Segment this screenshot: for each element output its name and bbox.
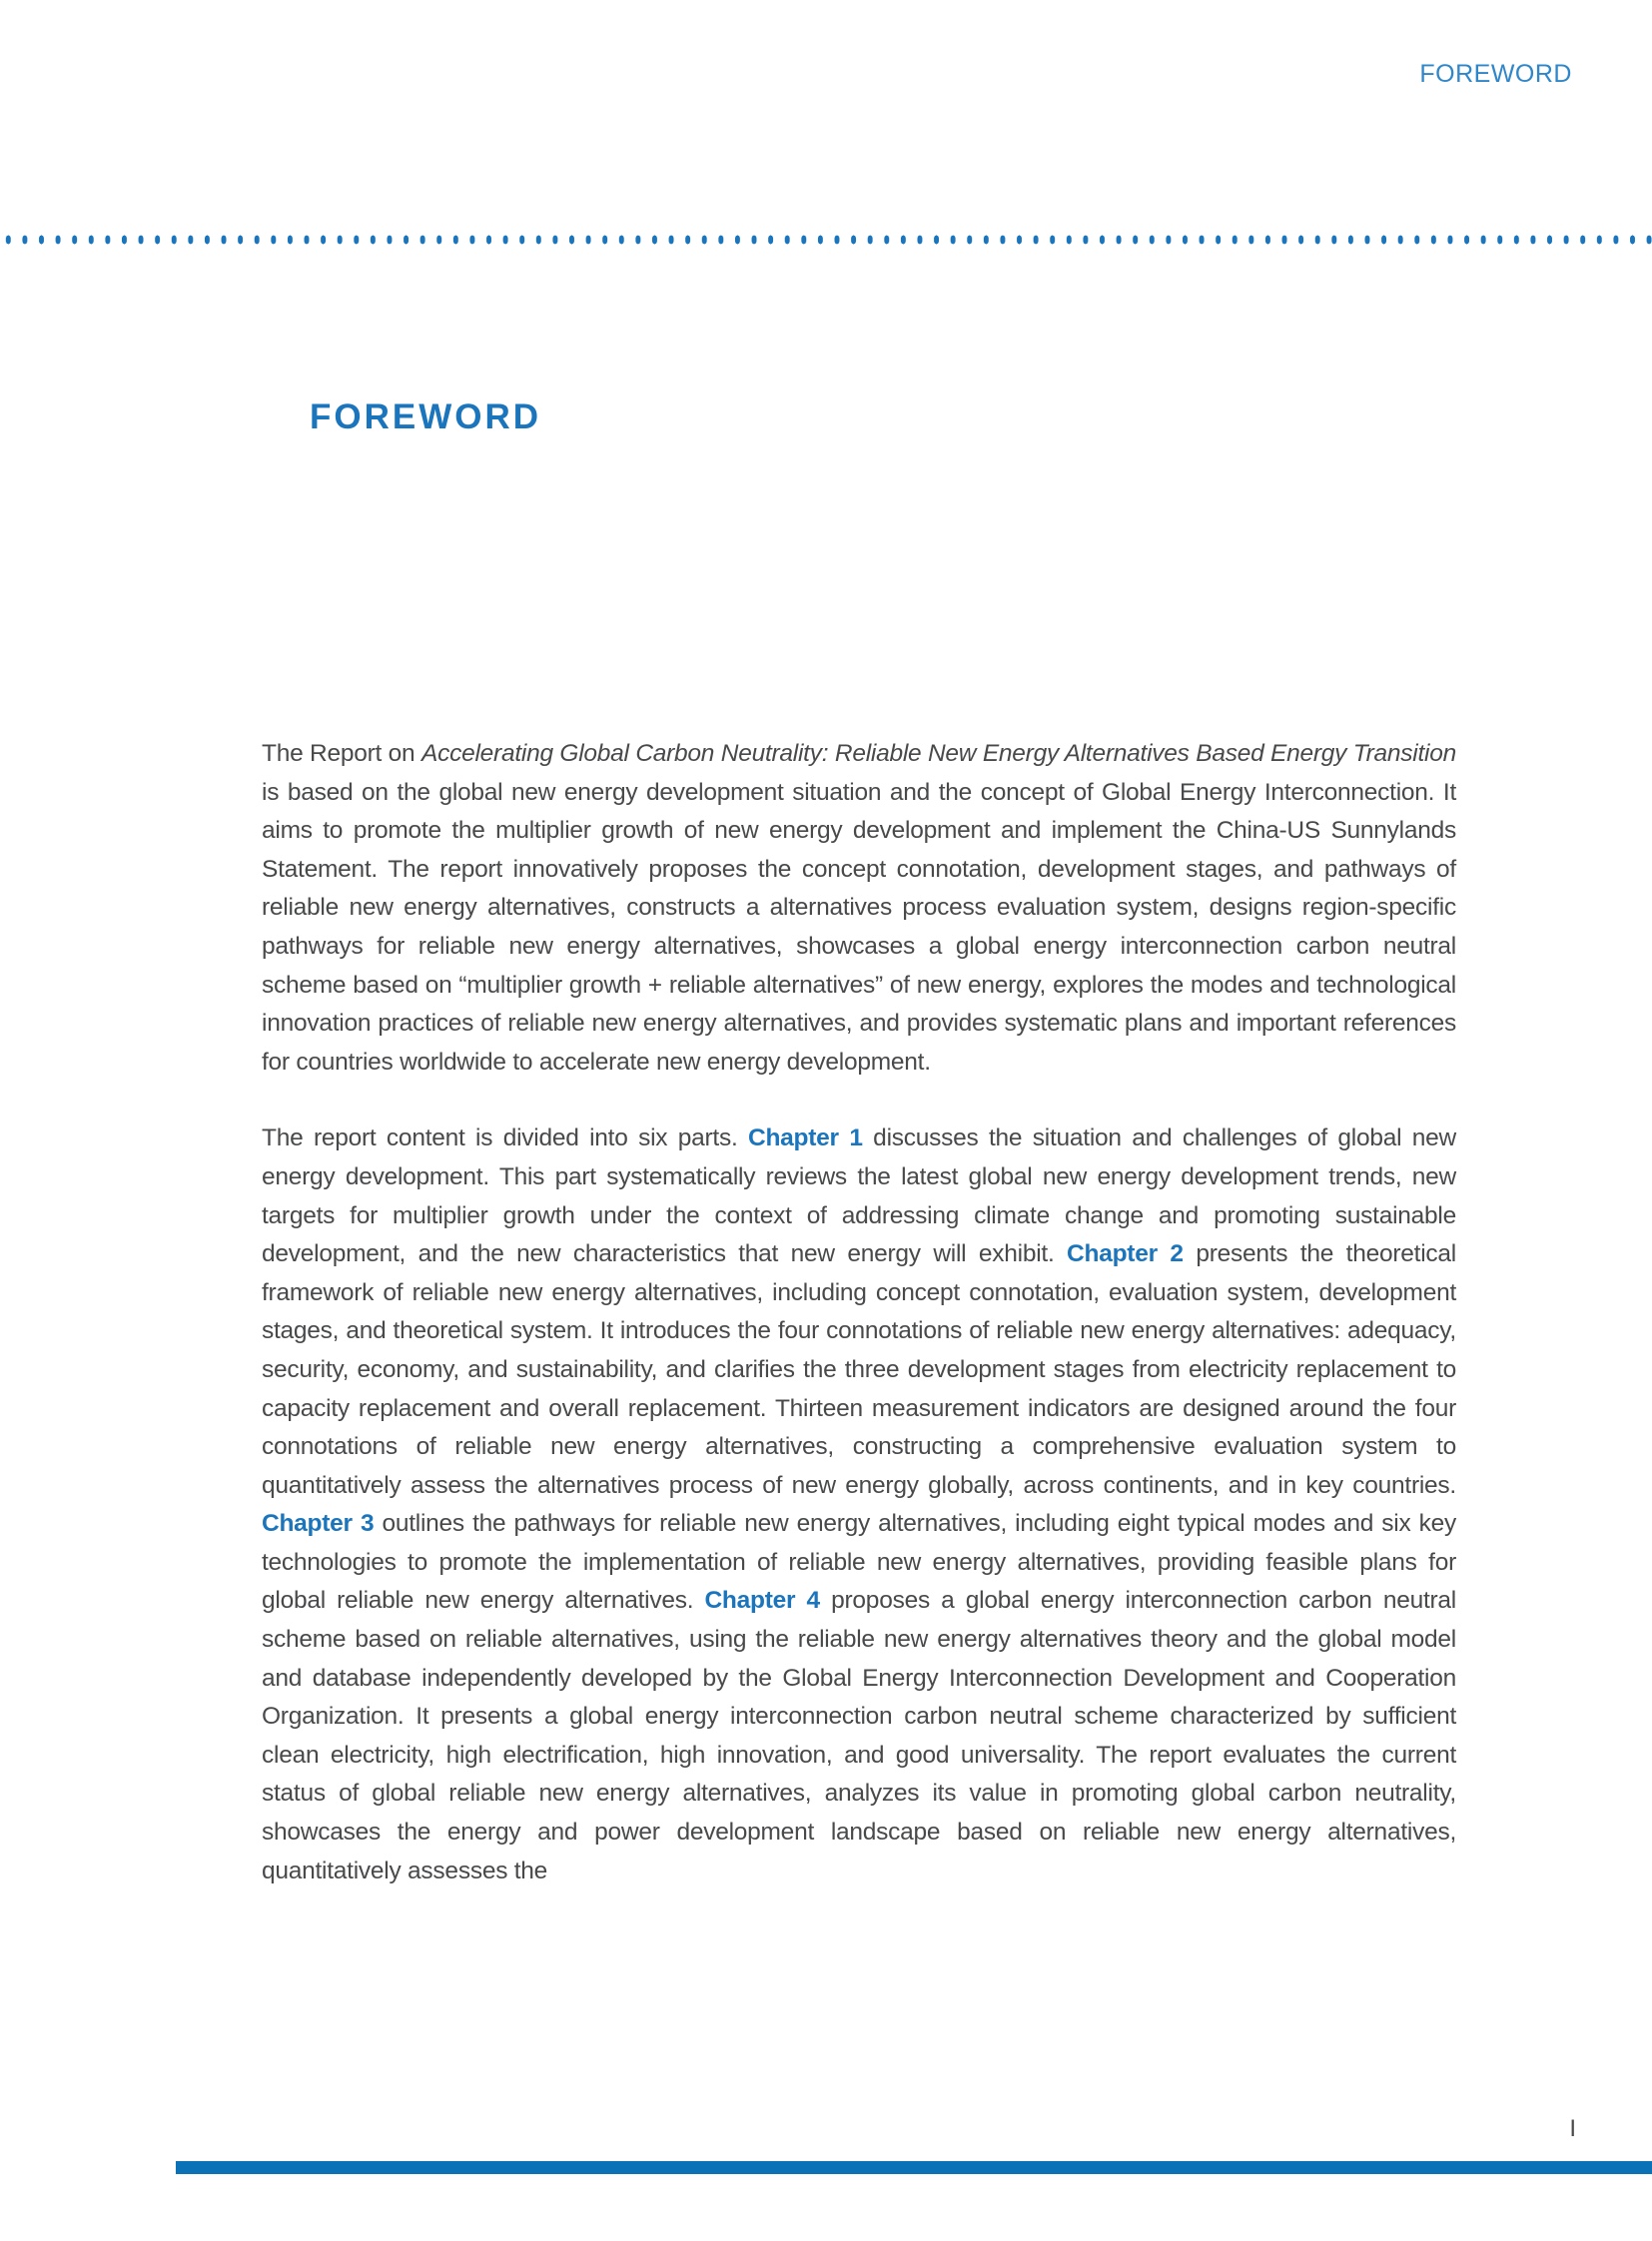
paragraph xyxy=(262,735,1456,1082)
chapter-label: Chapter 1 xyxy=(748,1124,863,1152)
chapter-label: Chapter 3 xyxy=(262,1510,375,1538)
text-run: is based on the global new energy development situation and the concept of Global Energy Interconnection. It aims to promote the multiplier growth of new energy development and implement the China-US Sunnylands Statement. The report innovatively proposes the concept connotation, development stages, and pathways of reliable new energy alternatives, constructs a alternatives process evaluation system, designs region-specific pathways for reliable new energy alternatives, showcases a global energy interconnection carbon neutral scheme based on “multiplier growth + reliable alternatives” of new energy, explores the modes and technological innovation practices of reliable new energy alternatives, and provides systematic plans and important references for countries worldwide to accelerate new energy development. xyxy=(262,778,1456,1076)
chapter-label: Chapter 4 xyxy=(704,1587,820,1615)
paragraph xyxy=(262,1120,1456,1890)
running-header: FOREWORD xyxy=(1419,60,1572,88)
text-run: Accelerating Global Carbon Neutrality: Reliable New Energy Alternatives Based Energy Transition xyxy=(421,740,1456,767)
text-run: proposes a global energy interconnection carbon neutral scheme based on reliable alternatives, using the reliable new energy alternatives theory and the global model and database independently developed by the Global Energy Interconnection Development and Cooperation Organization. It presents a global energy interconnection carbon neutral scheme characterized by sufficient clean electricity, high electrification, high innovation, and good universality. The report evaluates the current status of global reliable new energy alternatives, analyzes its value in promoting global carbon neutrality, showcases the energy and power development landscape based on reliable new energy alternatives, quantitatively assesses the xyxy=(262,1587,1456,1884)
dotted-divider xyxy=(0,232,1652,248)
chapter-label: Chapter 2 xyxy=(1067,1240,1184,1268)
text-run: The report content is divided into six parts. xyxy=(262,1124,749,1152)
bottom-rule xyxy=(176,2161,1652,2174)
page-number: I xyxy=(1569,2115,1576,2142)
text-run: discusses the situation and challenges of global new energy development. This part systematically reviews the latest global new energy development trends, new targets for multiplier growth under the context of addressing climate change and promoting sustainable development, and the new characteristics that new energy will exhibit. xyxy=(262,1124,1456,1268)
text-run: The Report on xyxy=(262,740,422,767)
text-run: presents the theoretical framework of reliable new energy alternatives, including concept connotation, evaluation system, development stages, and theoretical system. It introduces the four connotations of reliable new energy alternatives: adequacy, security, economy, and sustainability, and clarifies the three development stages from electricity replacement to capacity replacement and overall replacement. Thirteen measurement indicators are designed around the four connotations of reliable new energy alternatives, constructing a comprehensive evaluation system to quantitatively assess the alternatives process of new energy globally, across continents, and in key countries. xyxy=(262,1240,1456,1499)
body-text xyxy=(262,735,1456,1928)
text-run: outlines the pathways for reliable new energy alternatives, including eight typical modes and six key technologies to promote the implementation of reliable new energy alternatives, providing feasible plans for global reliable new energy alternatives. xyxy=(262,1510,1456,1615)
page-title: FOREWORD xyxy=(310,397,542,436)
